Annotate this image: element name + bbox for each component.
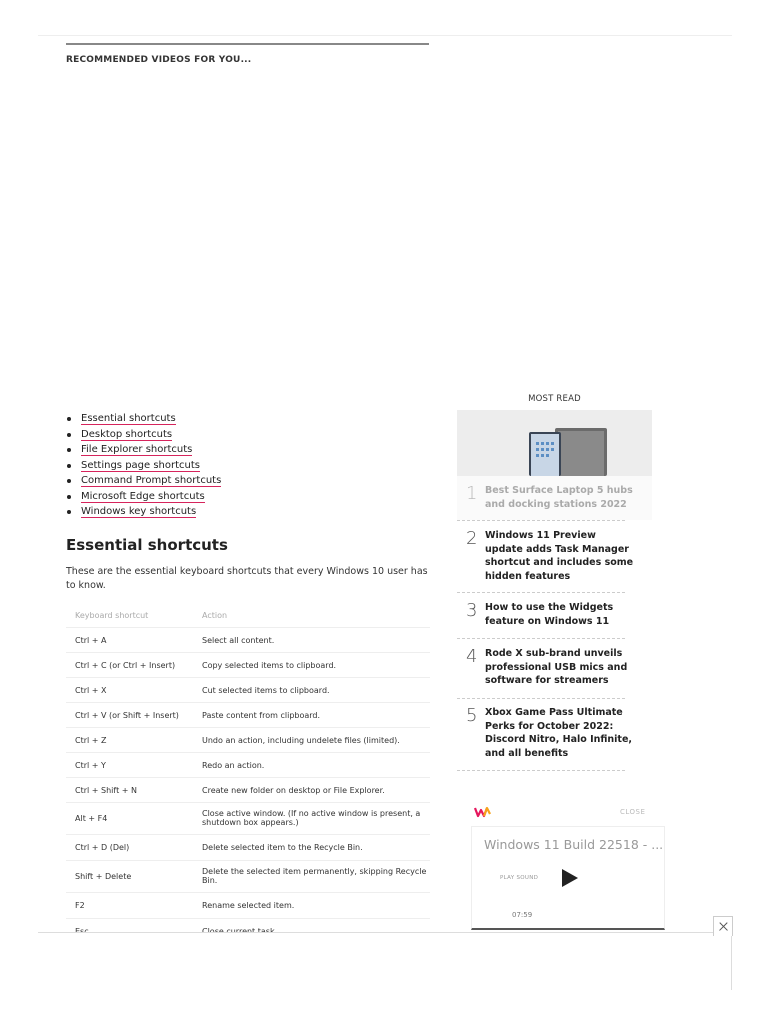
shortcut-action: Delete the selected item permanently, skipping Recycle Bin. <box>202 867 427 885</box>
toc-link-essential[interactable]: Essential shortcuts <box>81 413 176 424</box>
rank-number: 3 <box>466 600 478 621</box>
shortcut-key: F2 <box>75 901 85 910</box>
table-row <box>66 835 430 861</box>
table-row <box>66 728 430 753</box>
table-of-contents <box>66 411 426 520</box>
play-icon[interactable] <box>562 869 578 887</box>
shortcut-action: Redo an action. <box>202 761 265 770</box>
article-link[interactable]: How to use the Widgets feature on Windows 11 <box>485 602 614 627</box>
toc-item <box>66 427 426 443</box>
toc-item <box>66 473 426 489</box>
video-duration: 07:59 <box>512 911 533 919</box>
table-row <box>66 861 430 893</box>
toc-item <box>66 442 426 458</box>
article-link[interactable]: Windows 11 Preview update adds Task Manager shortcut and includes some hidden features <box>485 530 634 582</box>
table-row <box>66 753 430 778</box>
most-read-thumbnail[interactable] <box>457 410 652 476</box>
rank-number: 5 <box>466 705 478 726</box>
table-row <box>66 678 430 703</box>
shortcut-action: Select all content. <box>202 636 275 645</box>
video-player[interactable] <box>471 826 665 930</box>
shortcut-key: Shift + Delete <box>75 872 132 881</box>
toc-item <box>66 411 426 427</box>
table-row <box>66 703 430 728</box>
toc-item <box>66 458 426 474</box>
shortcuts-table <box>66 603 430 944</box>
section-heading: Essential shortcuts <box>66 536 228 554</box>
most-read-item-4[interactable] <box>457 642 652 698</box>
toc-item <box>66 504 426 520</box>
toc-link-command-prompt[interactable]: Command Prompt shortcuts <box>81 475 222 486</box>
bottom-ad-banner <box>38 932 732 990</box>
shortcut-key: Ctrl + Shift + N <box>75 786 137 795</box>
table-row <box>66 628 430 653</box>
play-sound-button[interactable]: PLAY SOUND <box>500 875 539 881</box>
divider <box>457 770 625 771</box>
toc-link-edge[interactable]: Microsoft Edge shortcuts <box>81 490 205 502</box>
article-link[interactable]: Rode X sub-brand unveils professional USB mics and software for streamers <box>485 648 628 686</box>
top-divider <box>38 35 732 36</box>
laptop-thumbnail-image <box>457 410 652 476</box>
video-title: Windows 11 Build 22518 - ... <box>484 837 664 852</box>
rank-number: 4 <box>466 646 478 667</box>
most-read-item-3[interactable] <box>457 596 652 638</box>
shortcut-action: Paste content from clipboard. <box>202 711 321 720</box>
divider <box>457 698 625 699</box>
toc-link-file-explorer[interactable]: File Explorer shortcuts <box>81 444 193 455</box>
rank-number: 1 <box>466 483 478 504</box>
shortcut-action: Copy selected items to clipboard. <box>202 661 337 670</box>
table-header <box>66 603 430 628</box>
shortcut-key: Alt + F4 <box>75 814 108 823</box>
shortcut-action: Rename selected item. <box>202 901 295 910</box>
header-keyboard-shortcut: Keyboard shortcut <box>75 611 149 620</box>
shortcut-action: Delete selected item to the Recycle Bin. <box>202 843 363 852</box>
video-brand-logo-icon <box>474 806 492 818</box>
most-read-item-5[interactable] <box>457 701 652 770</box>
shortcut-key: Ctrl + X <box>75 686 107 695</box>
shortcut-key: Ctrl + D (Del) <box>75 843 130 852</box>
rank-number: 2 <box>466 528 478 549</box>
divider <box>457 520 625 521</box>
divider <box>457 638 625 639</box>
shortcut-key: Ctrl + C (or Ctrl + Insert) <box>75 661 176 670</box>
close-icon[interactable] <box>713 916 733 936</box>
table-row <box>66 778 430 803</box>
toc-link-desktop[interactable]: Desktop shortcuts <box>81 428 173 440</box>
recommended-divider <box>66 43 429 45</box>
table-row <box>66 893 430 919</box>
article-link[interactable]: Xbox Game Pass Ultimate Perks for October 2022: Discord Nitro, Halo Infinite, and all benefits <box>485 707 633 759</box>
article-link[interactable]: Best Surface Laptop 5 hubs and docking stations 2022 <box>485 485 633 510</box>
header-action: Action <box>202 611 228 620</box>
shortcut-key: Ctrl + Y <box>75 761 106 770</box>
toc-link-settings[interactable]: Settings page shortcuts <box>81 459 201 471</box>
recommended-videos-title: RECOMMENDED VIDEOS FOR YOU... <box>66 55 252 65</box>
table-row <box>66 803 430 835</box>
shortcut-key: Ctrl + Z <box>75 736 107 745</box>
shortcut-action: Close active window. (If no active window is present, a shutdown box appears.) <box>202 809 421 827</box>
section-intro: These are the essential keyboard shortcuts that every Windows 10 user has to know. <box>66 566 428 591</box>
shortcut-action: Undo an action, including undelete files (limited). <box>202 736 400 745</box>
shortcut-key: Ctrl + A <box>75 636 107 645</box>
toc-link-windows-key[interactable]: Windows key shortcuts <box>81 506 197 517</box>
table-row <box>66 653 430 678</box>
toc-item <box>66 489 426 505</box>
shortcut-action: Cut selected items to clipboard. <box>202 686 330 695</box>
most-read-item-2[interactable] <box>457 524 652 592</box>
most-read-title: MOST READ <box>528 394 581 404</box>
shortcut-action: Create new folder on desktop or File Explorer. <box>202 786 385 795</box>
video-close-button[interactable]: CLOSE <box>620 808 646 816</box>
divider <box>457 592 625 593</box>
shortcut-key: Ctrl + V (or Shift + Insert) <box>75 711 179 720</box>
most-read-item-1[interactable] <box>457 476 652 520</box>
